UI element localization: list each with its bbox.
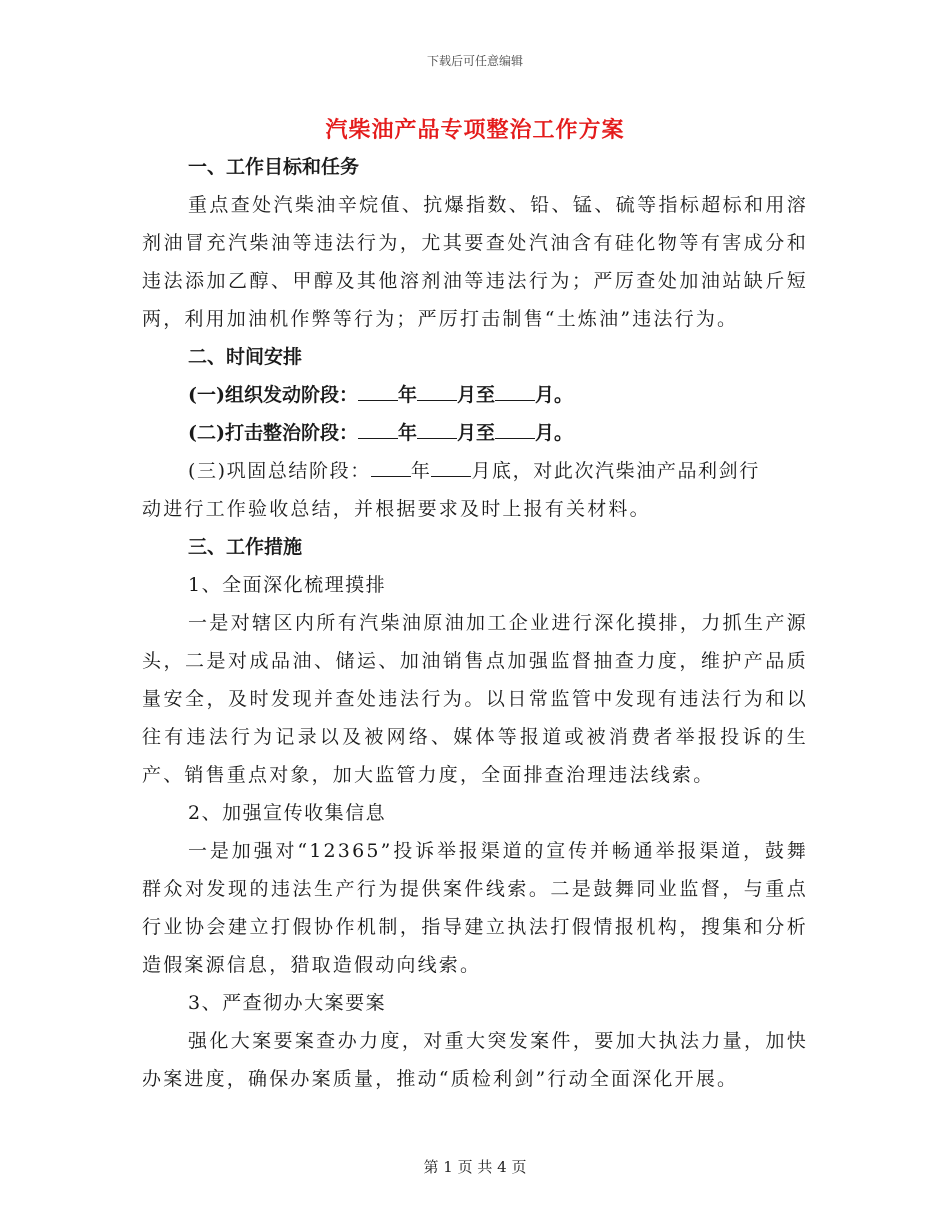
- blank-field: [417, 420, 457, 439]
- stage-mobilize: [142, 376, 808, 414]
- stage-crackdown: [142, 414, 808, 452]
- stage-mobilize-label: (一)组织发动阶段：: [188, 384, 358, 406]
- unit-month-end: 月。: [535, 384, 574, 406]
- section-heading-measures: 三、工作措施: [188, 536, 303, 558]
- stage-crackdown-label: (二)打击整治阶段：: [188, 422, 358, 444]
- section-heading-goals: 一、工作目标和任务: [188, 156, 360, 178]
- unit-year: 年: [410, 460, 432, 482]
- stage-consolidate-label: (三)巩固总结阶段：: [188, 460, 371, 482]
- blank-field: [417, 382, 457, 401]
- blank-field: [431, 458, 471, 477]
- document-title: 汽柴油产品专项整治工作方案: [325, 117, 625, 143]
- blank-field: [358, 420, 398, 439]
- blank-field: [495, 420, 535, 439]
- document-body: [142, 148, 808, 1098]
- unit-year: 年: [397, 384, 417, 406]
- blank-field: [371, 458, 411, 477]
- unit-month-end: 月。: [535, 422, 574, 444]
- unit-month-to: 月至: [457, 384, 496, 406]
- goals-paragraph: 重点查处汽柴油辛烷值、抗爆指数、铅、锰、硫等指标超标和用溶剂油冒充汽柴油等违法行为，尤其要查处汽油含有硅化物等有害成分和违法添加乙醇、甲醇及其他溶剂油等违法行为；严厉查处加油站缺斤短两，利用加油机作弊等行为；严厉打击制售“土炼油”违法行为。: [142, 194, 808, 330]
- blank-field: [495, 382, 535, 401]
- unit-month-to: 月至: [457, 422, 496, 444]
- unit-month-bottom: 月底，对此次汽柴油产品利剑行: [471, 460, 760, 482]
- measure-3-paragraph: 强化大案要案查办力度，对重大突发案件，要加大执法力量，加快办案进度，确保办案质量，推动“质检利剑”行动全面深化开展。: [142, 1030, 808, 1090]
- unit-year: 年: [397, 422, 417, 444]
- stage-consolidate: [142, 452, 808, 490]
- page-number-footer: 第 1 页 共 4 页: [423, 1158, 527, 1176]
- measure-2-paragraph: 一是加强对“12365”投诉举报渠道的宣传并畅通举报渠道，鼓舞群众对发现的违法生产行为提供案件线索。二是鼓舞同业监督，与重点行业协会建立打假协作机制，指导建立执法打假情报机构，搜集和分析造假案源信息，猎取造假动向线索。: [142, 840, 808, 976]
- measure-1-paragraph: 一是对辖区内所有汽柴油原油加工企业进行深化摸排，力抓生产源头，二是对成品油、储运、加油销售点加强监督抽查力度，维护产品质量安全，及时发现并查处违法行为。以日常监管中发现有违法行为和以往有违法行为记录以及被网络、媒体等报道或被消费者举报投诉的生产、销售重点对象，加大监管力度，全面排查治理违法线索。: [142, 612, 808, 786]
- blank-field: [358, 382, 398, 401]
- measure-3-title: 3、严查彻办大案要案: [188, 992, 387, 1014]
- stage-consolidate-continue: 动进行工作验收总结，并根据要求及时上报有关材料。: [142, 498, 651, 520]
- measure-1-title: 1、全面深化梳理摸排: [188, 574, 387, 596]
- section-heading-schedule: 二、时间安排: [188, 346, 303, 368]
- measure-2-title: 2、加强宣传收集信息: [188, 802, 387, 824]
- header-note: 下载后可任意编辑: [426, 54, 523, 68]
